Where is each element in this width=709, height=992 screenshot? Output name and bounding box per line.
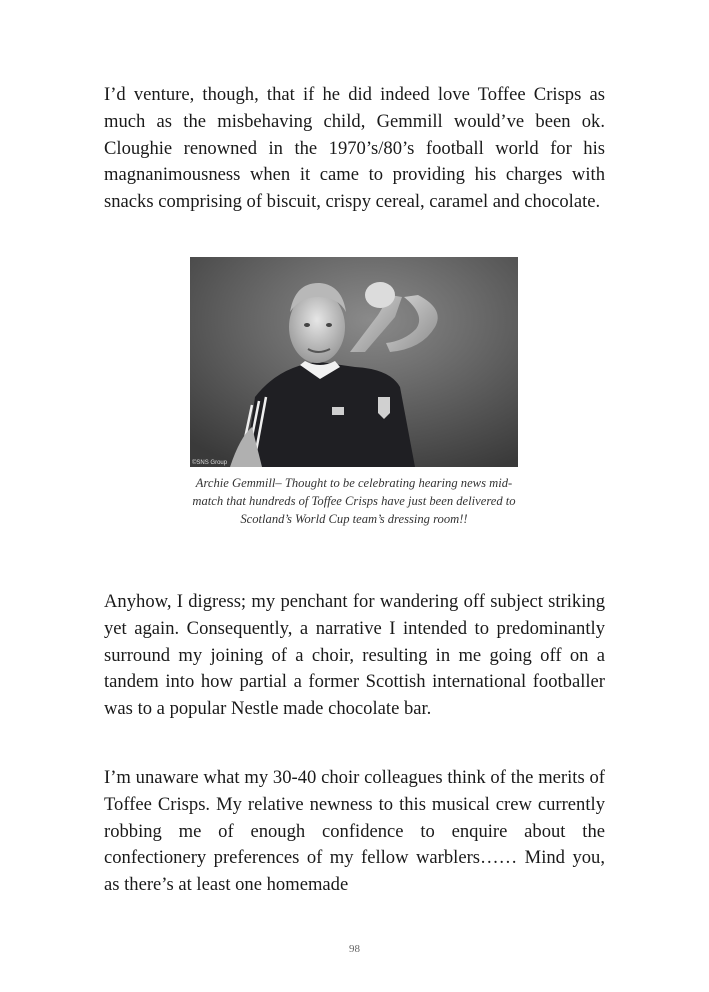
body-paragraph-3: I’m unaware what my 30-40 choir colleagues think of the merits of Toffee Crisps. My relative newness to this musical crew currently robbing me of enough confidence to enquire about the confectionery preferences of my fellow warblers…… Mind you, as there’s at least one homemade	[104, 767, 605, 896]
figure-caption: Archie Gemmill– Thought to be celebrating hearing news mid-match that hundreds of Toffee Crisps have just been delivered to Scotland’s World Cup team’s dressing room!!	[192, 476, 516, 526]
body-paragraph-2: Anyhow, I digress; my penchant for wandering off subject striking yet again. Consequently, a narrative I intended to predominantly surround my joining of a choir, resulting in me going off on a tandem into how partial a former Scottish international footballer was to a popular Nestle made chocolate bar.	[104, 591, 605, 720]
body-paragraph-1: I’d venture, though, that if he did indeed love Toffee Crisps as much as the misbehaving child, Gemmill would’ve been ok. Cloughie renowned in the 1970’s/80’s football world for his magnanimousness when it came to providing his charges with snacks comprising of biscuit, crispy cereal, caramel and chocolate.	[104, 84, 605, 213]
photo-credit: ©SNS Group	[192, 460, 228, 466]
photo-illustration	[190, 257, 518, 467]
photo-archie-gemmill	[190, 257, 518, 467]
page-number: 98	[349, 943, 360, 955]
